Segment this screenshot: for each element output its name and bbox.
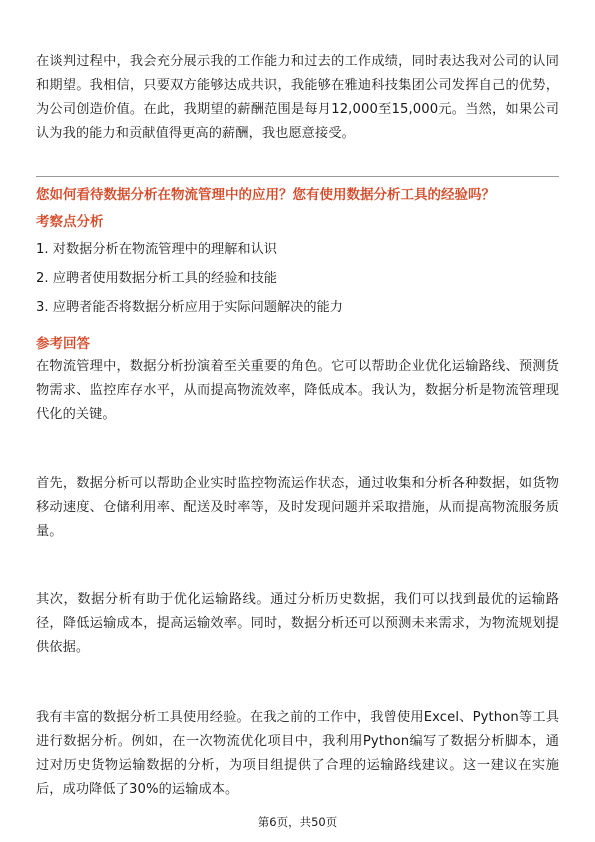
answer-paragraph: 首先，数据分析可以帮助企业实时监控物流运作状态，通过收集和分析各种数据，如货物移动速度、仓储利用率、配送及时率等，及时发现问题并采取措施，从而提高物流服务质量。 [36,476,559,539]
question-heading: 您如何看待数据分析在物流管理中的应用？您有使用数据分析工具的经验吗？ [36,187,495,203]
analysis-item: 1. 对数据分析在物流管理中的理解和认识 [36,242,277,257]
analysis-item: 3. 应聘者能否将数据分析应用于实际问题解决的能力 [36,300,343,315]
intro-paragraph: 在谈判过程中，我会充分展示我的工作能力和过去的工作成绩，同时表达我对公司的认同和期望。我相信，只要双方能够达成共识，我能够在雅迪科技集团公司发挥自己的优势，为公司创造价值。在此，我期望的薪酬范围是每月12,000至15,000元。当然，如果公司认为我的能力和贡献值得更高的薪酬，我也愿意接受。 [36,54,559,141]
page-number: 第6页，共50页 [257,815,338,829]
analysis-item: 2. 应聘者使用数据分析工具的经验和技能 [36,271,277,286]
analysis-title: 考察点分析 [36,214,104,230]
answer-paragraph: 其次，数据分析有助于优化运输路线。通过分析历史数据，我们可以找到最优的运输路径，降低运输成本，提高运输效率。同时，数据分析还可以预测未来需求，为物流规划提供依据。 [36,592,559,655]
answer-paragraph: 在物流管理中，数据分析扮演着至关重要的角色。它可以帮助企业优化运输路线、预测货物需求、监控库存水平，从而提高物流效率，降低成本。我认为，数据分析是物流管理现代化的关键。 [36,359,559,422]
answer-title: 参考回答 [36,336,90,352]
section-divider [36,176,559,177]
answer-paragraph: 我有丰富的数据分析工具使用经验。在我之前的工作中，我曾使用Excel、Python等工具进行数据分析。例如，在一次物流优化项目中，我利用Python编写了数据分析脚本，通过对历史货物运输数据的分析，为项目组提供了合理的运输路线建议。这一建议在实施后，成功降低了30%的运输成本。 [36,710,559,797]
